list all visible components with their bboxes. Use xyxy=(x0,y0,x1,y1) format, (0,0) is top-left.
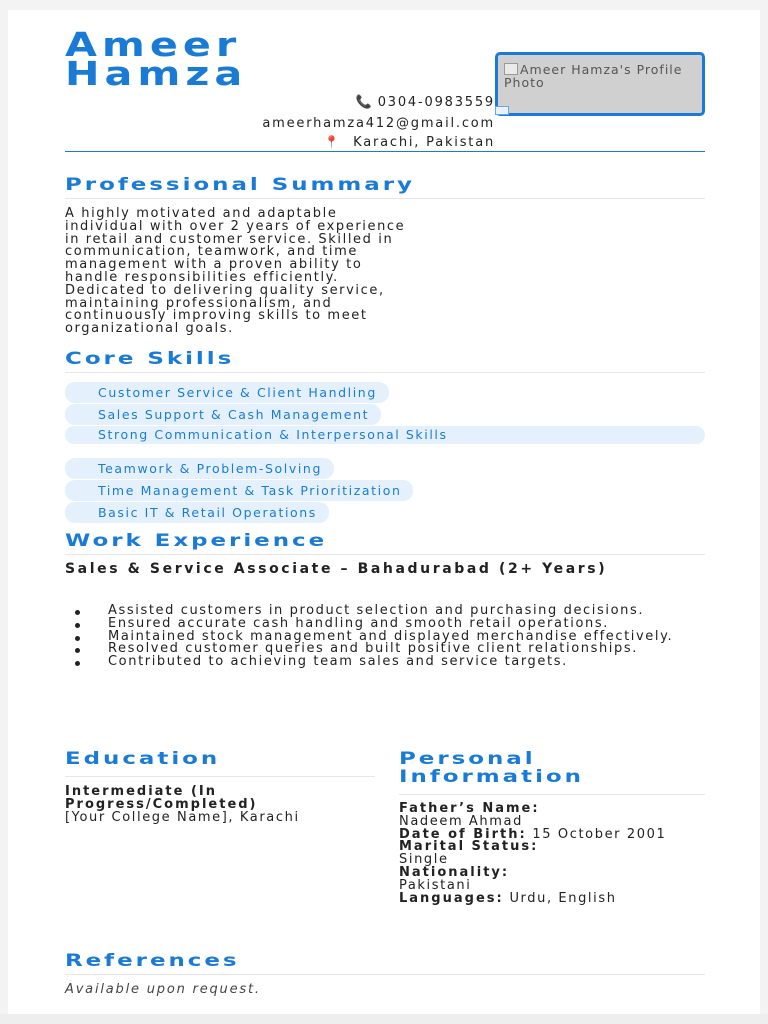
skill-chip: Strong Communication & Interpersonal Skills xyxy=(65,426,705,444)
list-item: Assisted customers in product selection and purchasing decisions. xyxy=(65,605,705,618)
summary-line: handle responsibilities efficiently. xyxy=(65,269,339,285)
email-address[interactable]: ameerhamza412@gmail.com xyxy=(262,116,495,131)
contact-location xyxy=(262,133,495,152)
skills-divider xyxy=(65,372,705,373)
summary-line: individual with over 2 years of experience xyxy=(65,218,406,234)
references-divider xyxy=(65,974,705,975)
references-text: Available upon request. xyxy=(65,982,261,997)
list-item: Maintained stock management and displayed merchandise effectively. xyxy=(65,631,705,644)
field-value: 15 October 2001 xyxy=(532,826,667,842)
experience-heading: Work Experience xyxy=(65,531,328,551)
summary-line: in retail and customer service. Skilled in xyxy=(65,231,394,247)
skills-heading: Core Skills xyxy=(65,349,235,369)
candidate-name xyxy=(65,25,248,93)
name-last: Hamza xyxy=(65,54,248,93)
personal-info-divider xyxy=(399,794,705,795)
skill-chip: Time Management & Task Prioritization xyxy=(65,480,413,501)
field-label: Nationality: xyxy=(399,864,510,880)
summary-text xyxy=(65,208,695,336)
field-value: Single xyxy=(399,852,449,868)
personal-info-heading: Personal Information xyxy=(399,749,584,787)
skill-chip: Sales Support & Cash Management xyxy=(65,404,381,425)
skill-chip: Teamwork & Problem-Solving xyxy=(65,458,334,479)
list-item: Ensured accurate cash handling and smooth retail operations. xyxy=(65,618,705,631)
phone-icon: 📞 xyxy=(355,95,372,110)
summary-line: management with a proven ability to xyxy=(65,257,363,273)
envelope-icon xyxy=(495,106,509,115)
profile-photo xyxy=(495,52,705,116)
personal-info-list xyxy=(399,803,705,905)
experience-divider xyxy=(65,554,705,555)
field-value: Pakistani xyxy=(399,877,472,893)
summary-line: A highly motivated and adaptable xyxy=(65,206,338,221)
education-heading: Education xyxy=(65,749,221,769)
phone-number[interactable]: 0304-0983559 xyxy=(377,95,495,110)
references-heading: References xyxy=(65,951,240,971)
field-value: Urdu, English xyxy=(509,890,617,906)
skill-chip: Basic IT & Retail Operations xyxy=(65,502,329,523)
job-title: Sales & Service Associate – Bahadurabad (2+ Years) xyxy=(65,561,608,577)
summary-line: organizational goals. xyxy=(65,321,234,337)
languages-row xyxy=(399,890,705,906)
map-pin-icon: 📍 xyxy=(324,135,340,149)
education-details xyxy=(65,785,375,824)
field-value: Nadeem Ahmad xyxy=(399,813,523,829)
field-label: Marital Status: xyxy=(399,839,539,855)
marital-status-row xyxy=(399,841,705,867)
field-label: Date of Birth: xyxy=(399,826,527,842)
summary-line: Dedicated to delivering quality service, xyxy=(65,282,385,298)
contact-phone xyxy=(262,94,495,112)
education-institution: [Your College Name], Karachi xyxy=(65,810,300,825)
education-section xyxy=(65,750,375,824)
summary-line: maintaining professionalism, and xyxy=(65,295,333,311)
nationality-row xyxy=(399,864,705,893)
header-divider xyxy=(65,151,705,152)
field-label: Father’s Name: xyxy=(399,801,540,816)
summary-heading: Professional Summary xyxy=(65,175,415,195)
summary-divider xyxy=(65,198,705,199)
page-bottom-bar xyxy=(0,1014,768,1024)
contact-info xyxy=(262,94,495,152)
list-item: Contributed to achieving team sales and service targets. xyxy=(65,656,705,669)
education-divider xyxy=(65,776,375,777)
list-item: Resolved customer queries and built positive client relationships. xyxy=(65,643,705,656)
location-text: Karachi, Pakistan xyxy=(353,135,495,150)
broken-image-icon xyxy=(504,63,518,75)
fathers-name-row xyxy=(399,803,705,829)
contact-email-row xyxy=(262,112,495,129)
skill-chip: Customer Service & Client Handling xyxy=(65,382,389,403)
resume-page xyxy=(8,10,760,1014)
job-duties-list xyxy=(65,605,705,669)
profile-photo-alt: Ameer Hamza's Profile Photo xyxy=(504,62,683,90)
education-degree: Intermediate (In Progress/Completed) xyxy=(65,784,258,812)
summary-line: communication, teamwork, and time xyxy=(65,244,359,260)
field-label: Languages: xyxy=(399,890,504,906)
summary-line: continuously improving skills to meet xyxy=(65,308,368,324)
personal-info-section xyxy=(399,750,705,905)
name-first: Ameer xyxy=(65,25,242,64)
